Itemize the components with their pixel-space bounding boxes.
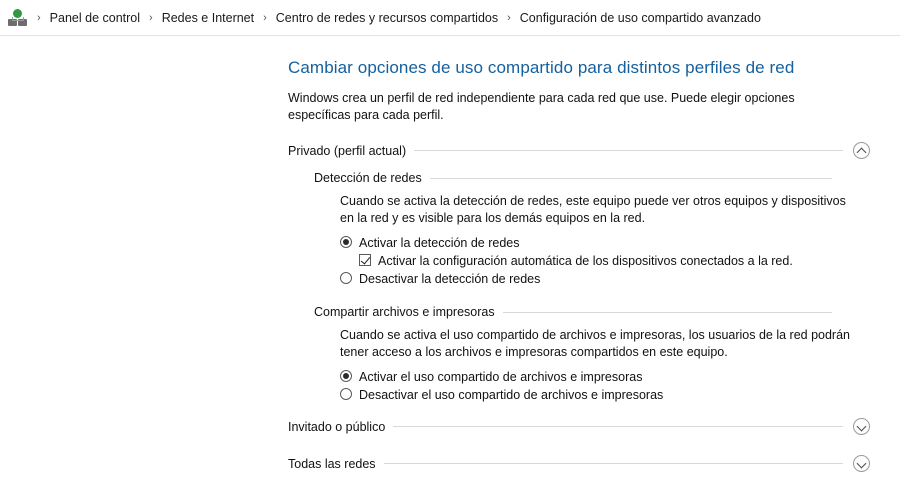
- profile-section-privado: [288, 138, 870, 403]
- breadcrumb-separator-2: ›: [263, 11, 267, 24]
- profile-section-invitado-o-publico: [288, 414, 870, 440]
- profile-body-privado: [288, 164, 870, 403]
- group-description-compartir-archivos: Cuando se activa el uso compartido de archivos e impresoras, los usuarios de la red podrán tener acceso a los archivos e impresoras compartidos en este equipo.: [340, 328, 850, 359]
- profile-title-privado: Privado (perfil actual): [288, 143, 407, 158]
- option-label: Activar la detección de redes: [359, 236, 520, 250]
- radio-icon-activar-deteccion[interactable]: [340, 236, 352, 248]
- profile-divider: [393, 426, 843, 427]
- breadcrumb: [0, 0, 900, 36]
- option-label: Activar la configuración automática de los dispositivos conectados a la red.: [378, 254, 793, 268]
- breadcrumb-separator-3: ›: [507, 11, 511, 24]
- profile-divider: [414, 150, 843, 151]
- option-desactivar-deteccion-redes[interactable]: [340, 271, 870, 287]
- radio-icon-desactivar-uso-compartido[interactable]: [340, 388, 352, 400]
- group-header-deteccion-de-redes: [314, 164, 870, 189]
- group-body-compartir-archivos: [314, 327, 870, 403]
- option-activar-deteccion-redes[interactable]: [340, 235, 870, 251]
- main-content: [0, 36, 900, 477]
- group-divider: [430, 178, 832, 179]
- profile-divider: [384, 463, 843, 464]
- group-header-compartir-archivos: [314, 298, 870, 323]
- breadcrumb-item-redes-e-internet[interactable]: Redes e Internet: [161, 10, 255, 25]
- spacer: [314, 289, 870, 298]
- breadcrumb-item-panel-de-control[interactable]: Panel de control: [49, 10, 141, 25]
- chevron-down-icon[interactable]: [853, 418, 870, 435]
- profile-title-invitado-o-publico: Invitado o público: [288, 419, 386, 434]
- group-divider: [503, 312, 832, 313]
- network-sharing-icon: [8, 8, 28, 28]
- option-label: Desactivar el uso compartido de archivos e impresoras: [359, 388, 664, 402]
- breadcrumb-separator-1: ›: [149, 11, 153, 24]
- breadcrumb-separator-0: ›: [37, 11, 41, 24]
- breadcrumb-item-configuracion-avanzada[interactable]: Configuración de uso compartido avanzado: [519, 10, 761, 25]
- option-desactivar-uso-compartido[interactable]: [340, 387, 870, 403]
- page-title: Cambiar opciones de uso compartido para distintos perfiles de red: [288, 58, 795, 77]
- radio-icon-activar-uso-compartido[interactable]: [340, 370, 352, 382]
- checkbox-icon-configuracion-automatica[interactable]: [359, 254, 371, 266]
- option-activar-uso-compartido[interactable]: [340, 369, 870, 385]
- group-title-deteccion-de-redes: Detección de redes: [314, 171, 422, 185]
- group-description-deteccion-de-redes: Cuando se activa la detección de redes, este equipo puede ver otros equipos y dispositivos en la red y es visible para los demás equipos en la red.: [340, 194, 846, 225]
- profile-title-todas-las-redes: Todas las redes: [288, 456, 376, 471]
- group-body-deteccion-de-redes: [314, 193, 870, 287]
- option-activar-configuracion-automatica[interactable]: [340, 253, 870, 269]
- profile-header-invitado-o-publico[interactable]: [288, 414, 870, 440]
- page-intro-text: Windows crea un perfil de red independiente para cada red que use. Puede elegir opciones específicas para cada perfil.: [288, 91, 795, 122]
- chevron-up-icon[interactable]: [853, 142, 870, 159]
- radio-icon-desactivar-deteccion[interactable]: [340, 272, 352, 284]
- profile-header-todas-las-redes[interactable]: [288, 451, 870, 477]
- profile-section-todas-las-redes: [288, 451, 870, 477]
- breadcrumb-item-centro-de-redes[interactable]: Centro de redes y recursos compartidos: [275, 10, 499, 25]
- group-title-compartir-archivos: Compartir archivos e impresoras: [314, 305, 495, 319]
- option-label: Activar el uso compartido de archivos e impresoras: [359, 370, 643, 384]
- profile-header-privado[interactable]: [288, 138, 870, 164]
- chevron-down-icon[interactable]: [853, 455, 870, 472]
- option-label: Desactivar la detección de redes: [359, 272, 541, 286]
